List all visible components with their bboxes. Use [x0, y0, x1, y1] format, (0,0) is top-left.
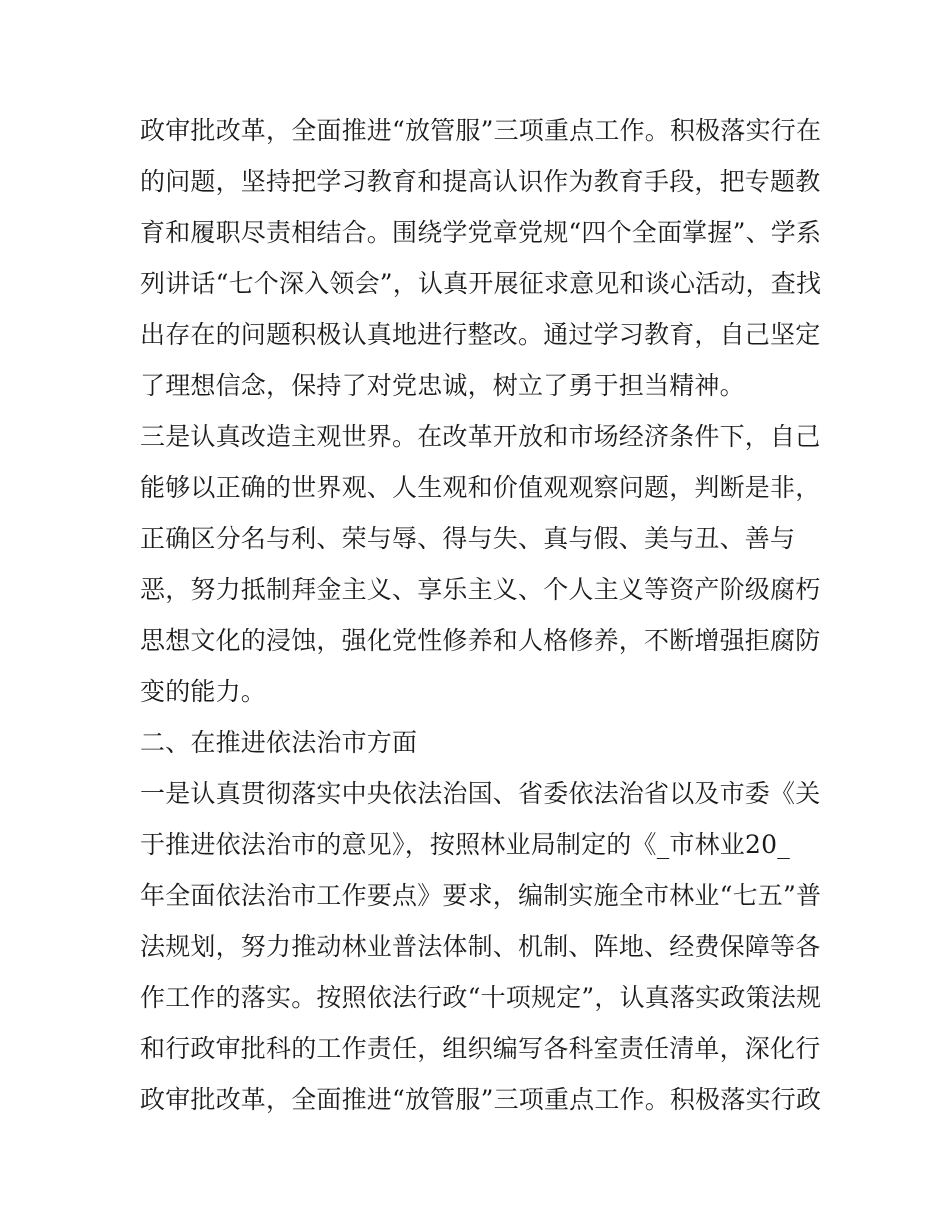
text-line: 变的能力。: [140, 677, 267, 706]
text-line: 了理想信念，保持了对党忠诚，树立了勇于担当精神。: [140, 371, 745, 400]
text-line: 育和履职尽责相结合。围绕学党章党规“四个全面掌握”、学系: [140, 218, 822, 247]
text-line: 政审批改革，全面推进“放管服”三项重点工作。积极落实行在: [140, 116, 822, 145]
text-line: 三是认真改造主观世界。在改革开放和市场经济条件下，自己: [140, 422, 821, 451]
text-line: 作工作的落实。按照依法行政“十项规定”，认真落实政策法规: [140, 983, 822, 1012]
text-line: 政审批改革，全面推进“放管服”三项重点工作。积极落实行政: [140, 1085, 822, 1114]
text-line: 出存在的问题积极认真地进行整改。通过学习教育，自己坚定: [140, 320, 821, 349]
text-line: 的问题，坚持把学习教育和提高认识作为教育手段，把专题教: [140, 167, 821, 196]
body-text: [140, 105, 820, 1125]
text-line: 于推进依法治市的意见》，按照林业局制定的《_市林业20_: [140, 830, 790, 859]
text-line: 能够以正确的世界观、人生观和价值观观察问题，判断是非，: [140, 473, 821, 502]
text-line: 恶，努力抵制拜金主义、享乐主义、个人主义等资产阶级腐朽: [140, 575, 821, 604]
section-heading: 二、在推进依法治市方面: [140, 728, 418, 757]
text-line: 和行政审批科的工作责任，组织编写各科室责任清单，深化行: [140, 1034, 821, 1063]
text-line: 列讲话“七个深入领会”，认真开展征求意见和谈心活动，查找: [140, 269, 822, 298]
text-line: 正确区分名与利、荣与辱、得与失、真与假、美与丑、善与: [140, 524, 796, 553]
text-line: 一是认真贯彻落实中央依法治国、省委依法治省以及市委《关: [140, 779, 821, 808]
text-line: 思想文化的浸蚀，强化党性修养和人格修养，不断增强拒腐防: [140, 626, 821, 655]
text-line: 法规划，努力推动林业普法体制、机制、阵地、经费保障等各: [140, 932, 821, 961]
text-line: 年全面依法治市工作要点》要求，编制实施全市林业“七五”普: [140, 881, 822, 910]
